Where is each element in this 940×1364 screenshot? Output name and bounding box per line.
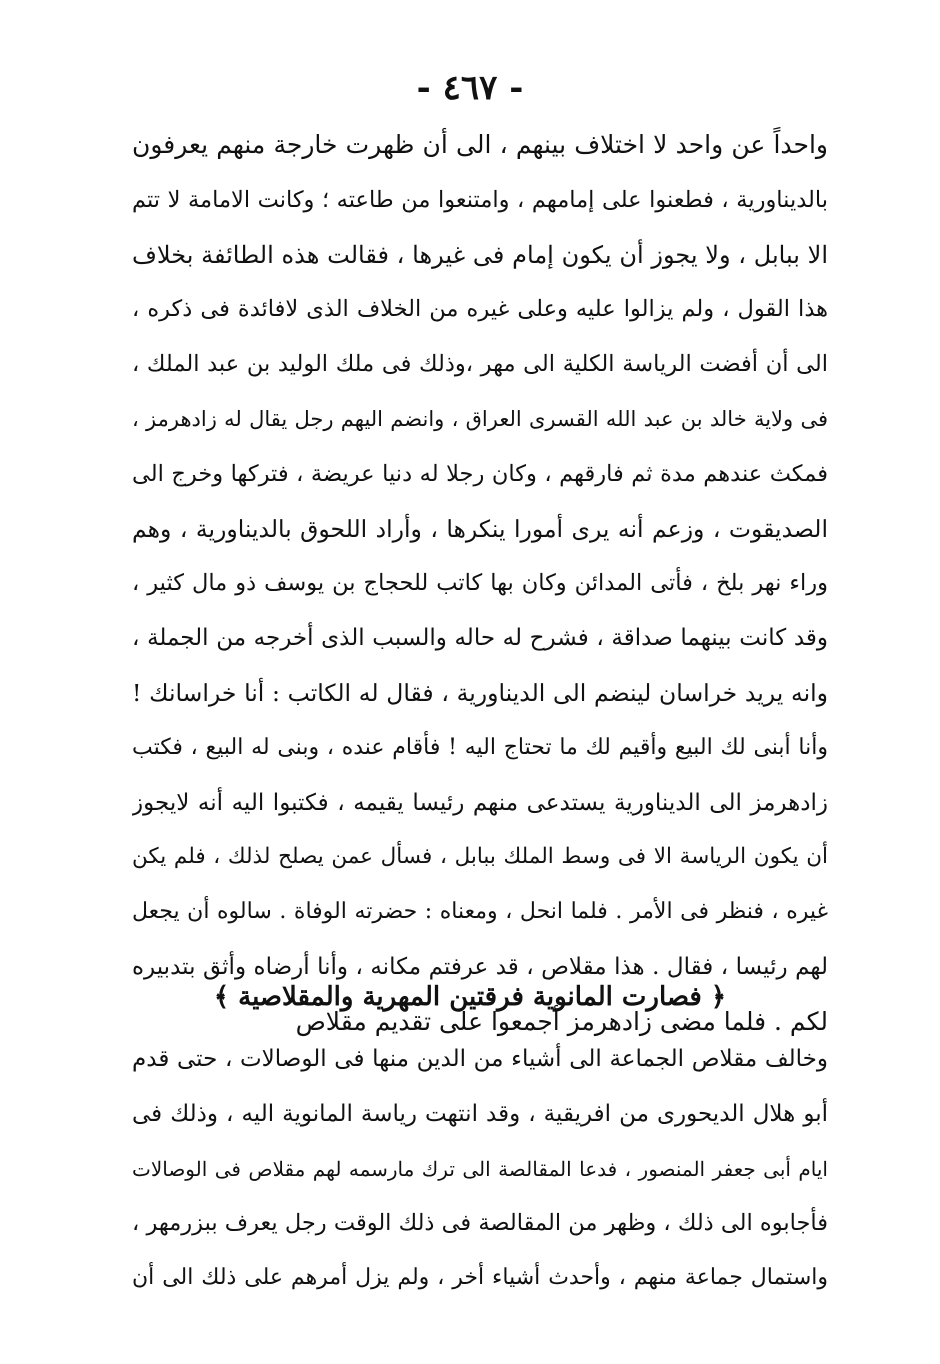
text-line: أبو هلال الديحورى من افريقية ، وقد انتهت رياسة المانوية اليه ، وذلك فى [132,1100,828,1127]
text-line: بالديناورية ، فطعنوا على إمامهم ، وامتنعوا من طاعته ؛ وكانت الامامة لا تتم [132,186,828,213]
text-line: فى ولاية خالد بن عبد الله القسرى العراق ، وانضم اليهم رجل يقال له زادهرمز ، [132,406,828,431]
text-line: لكم . فلما مضى زادهرمز أجمعوا على تقديم مقلاص [295,1006,828,1036]
paragraph-2 [132,1032,828,1306]
text-line: الصديقوت ، وزعم أنه يرى أمورا ينكرها ، وأراد اللحوق بالديناورية ، وهم [132,514,828,543]
text-line: واستمال جماعة منهم ، وأحدث أشياء أخر ، ولم يزل أمرهم على ذلك الى أن [132,1265,828,1291]
text-line: وانه يريد خراسان لينضم الى الديناورية ، فقال له الكاتب : أنا خراسانك ! [132,678,828,707]
text-line: وخالف مقلاص الجماعة الى أشياء من الدين منها فى الوصالات ، حتى قدم [132,1046,828,1072]
text-line: فمكث عندهم مدة ثم فارقهم ، وكان رجلا له دنيا عريضة ، فتركها وخرج الى [132,460,828,487]
text-line: ايام أبى جعفر المنصور ، فدعا المقالصة الى ترك مارسمه لهم مقلاص فى الوصالات [132,1156,828,1181]
text-line: الى أن أفضت الرياسة الكلية الى مهر ،وذلك فى ملك الوليد بن عبد الملك ، [132,351,828,378]
text-line: أن يكون الرياسة الا فى وسط الملك ببابل ، فسأل عمن يصلح لذلك ، فلم يكن [132,844,828,870]
text-line: فأجابوه الى ذلك ، وظهر من المقالصة فى ذلك الوقت رجل يعرف ببزرمهر ، [132,1210,828,1237]
text-line: وأنا أبنى لك البيع وأقيم لك ما تحتاج اليه ! فأقام عنده ، وبنى له البيع ، فكتب [132,734,828,760]
paragraph-1 [132,118,828,1050]
text-line: زادهرمز الى الديناورية يستدعى منهم رئيسا يقيمه ، فكتبوا اليه أنه لايجوز [132,789,828,816]
page-number: - ٤٦٧ - [416,68,524,108]
section-heading: ﴿ فصارت المانوية فرقتين المهرية والمقلاصية ﴾ [213,982,727,1012]
text-line: وقد كانت بينهما صداقة ، فشرح له حاله والسبب الذى أخرجه من الجملة ، [132,625,828,652]
text-line: وراء نهر بلخ ، فأتى المدائن وكان بها كاتب للحجاج بن يوسف ذو مال كثير ، [132,570,828,597]
text-line: لهم رئيسا ، فقال . هذا مقلاص ، قد عرفتم مكانه ، وأنا أرضاه وأثق بتدبيره [132,953,828,980]
text-line: هذا القول ، ولم يزالوا عليه وعلى غيره من الخلاف الذى لافائدة فى ذكره ، [132,296,828,323]
text-line: واحداً عن واحد لا اختلاف بينهم ، الى أن ظهرت خارجة منهم يعرفون [132,130,828,159]
text-line: غيره ، فنظر فى الأمر . فلما انحل ، ومعناه : حضرته الوفاة . سالوه أن يجعل [132,899,828,925]
text-line: الا ببابل ، ولا يجوز أن يكون إمام فى غيرها ، فقالت هذه الطائفة بخلاف [132,240,828,269]
